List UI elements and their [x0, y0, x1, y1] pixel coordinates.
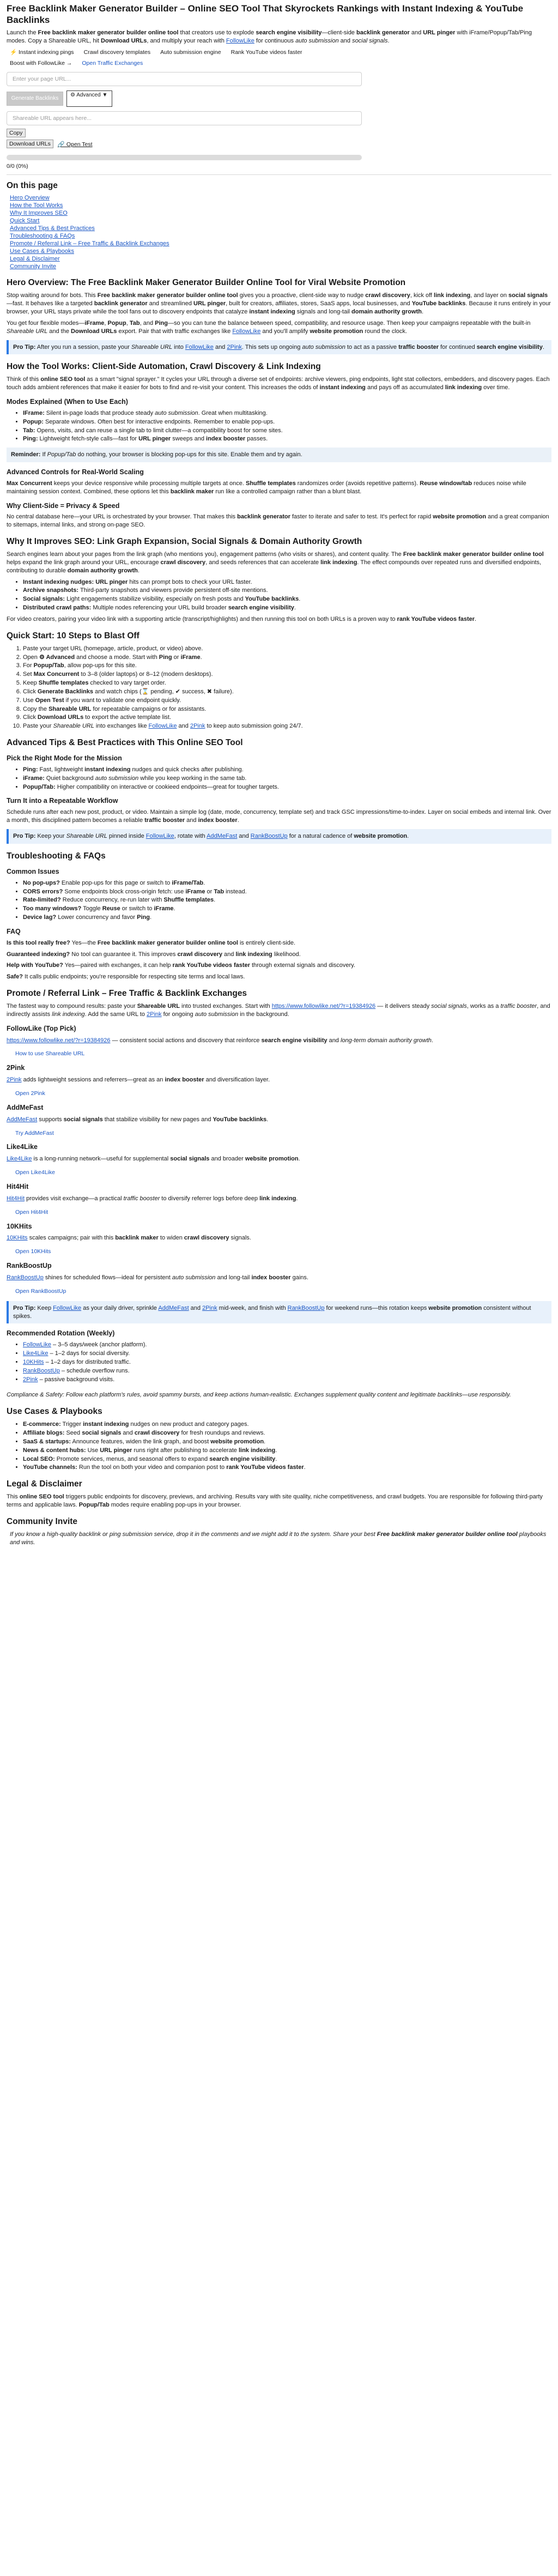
nav-rank-youtube[interactable]: Rank YouTube videos faster	[231, 49, 302, 56]
toc-item	[10, 240, 551, 247]
workflow-heading: Turn It into a Repeatable Workflow	[7, 797, 118, 805]
list-item: • FollowLike – 3–5 days/week (anchor platform).	[23, 1341, 551, 1349]
list-item: • iFrame: Quiet background auto submission while you keep working in the same tab.	[23, 775, 551, 783]
nav-instant-indexing[interactable]: ⚡ Instant indexing pings	[10, 49, 74, 56]
platform-button[interactable]: Open 10KHits	[15, 1248, 51, 1255]
platform-button[interactable]: Open Like4Like	[15, 1169, 55, 1176]
open-test-link[interactable]: 🔗 Open Test	[57, 141, 93, 148]
quickstart-heading: Quick Start: 10 Steps to Blast Off	[7, 631, 140, 640]
toc-link-promote[interactable]: Promote / Referral Link – Free Traffic & Backlink Exchanges	[10, 240, 169, 247]
toc-item	[10, 202, 551, 209]
list-item: 8. Copy the Shareable URL for repeatable campaigns or for assistants.	[23, 705, 551, 713]
list-item: 3. For Popup/Tab, allow pop-ups for this site.	[23, 662, 551, 670]
platform-link[interactable]: https://www.followlike.net/?r=19384926	[7, 1037, 111, 1044]
toc-item	[10, 255, 551, 263]
pick-mode-list	[7, 766, 551, 791]
list-item: 9. Click Download URLs to export the active template list.	[23, 713, 551, 722]
faq-heading: FAQ	[7, 927, 21, 935]
platform-description: https://www.followlike.net/?r=19384926 — consistent social actions and discovery that reinforce search engine visibility and long-term domain authority growth.	[7, 1037, 433, 1044]
pro-tip-box: Pro Tip: Keep FollowLike as your daily driver, sprinkle AddMeFast and 2Pink mid-week, and finish with RankBoostUp for weekend runs—this rotation keeps website promotion consistent without spikes.	[7, 1301, 551, 1324]
intro-text: Launch the Free backlink maker generator builder online tool that creators use to explode search engine visibility—client-side backlink generator and URL pinger with iFrame/Popup/Tab/Ping modes. Copy a Shareable URL, hit Download URLs, and multiply your reach with FollowLike for continuous auto submission and social signals.	[7, 29, 532, 45]
list-item: • 10KHits – 1–2 days for distributed traffic.	[23, 1358, 551, 1366]
list-item: • Tab: Opens, visits, and can reuse a single tab to limit clutter—a compatibility boost for some sites.	[23, 427, 551, 435]
troubleshooting-heading: Troubleshooting & FAQs	[7, 851, 106, 861]
platform-button[interactable]: Try AddMeFast	[15, 1129, 54, 1136]
platform-card-followlike	[7, 1024, 551, 1059]
divider	[7, 174, 551, 175]
rotation-list	[7, 1341, 551, 1383]
faq-item: Help with YouTube? Yes—paired with exchanges, it can help rank YouTube videos faster through external signals and discovery.	[7, 962, 355, 969]
rotation-link[interactable]: FollowLike	[23, 1341, 51, 1349]
modes-heading: Modes Explained (When to Use Each)	[7, 397, 128, 406]
platform-description: 10KHits scales campaigns; pair with this backlink maker to widen crawl discovery signals.	[7, 1235, 251, 1242]
platform-card-2pink	[7, 1063, 551, 1098]
list-item: • Like4Like – 1–2 days for social diversity.	[23, 1350, 551, 1358]
toc-item	[10, 217, 551, 225]
why-list	[7, 578, 551, 612]
common-issues-heading: Common Issues	[7, 867, 59, 875]
list-item: • 2Pink – passive background visits.	[23, 1376, 551, 1384]
toc-link-usecases[interactable]: Use Cases & Playbooks	[10, 248, 74, 255]
list-item: • CORS errors? Some endpoints block cross-origin fetch: use iFrame or Tab instead.	[23, 888, 551, 896]
why-heading: Why It Improves SEO: Link Graph Expansion, Social Signals & Domain Authority Growth	[7, 537, 362, 547]
advanced-toggle[interactable]: ⚙ Advanced ▼	[66, 90, 112, 107]
followlike-link[interactable]: FollowLike	[232, 328, 261, 335]
community-heading: Community Invite	[7, 1516, 78, 1526]
followlike-link[interactable]: FollowLike	[148, 723, 177, 730]
progress-bar	[7, 155, 362, 160]
platform-name: 10KHits	[7, 1222, 32, 1230]
hero-paragraph-1: Stop waiting around for bots. This Free backlink maker generator builder online tool gives you a proactive, client-side way to nudge crawl discovery, kick off link indexing, and layer on social signals—fast. It behaves like a targeted backlink generator and streamlined URL pinger, built for creators, affiliates, stores, SaaS apps, local businesses, and YouTube backlinks. Because it runs entirely in your browser, your URL stays private while the tool fans out to discovery endpoints that catalyze instant indexing signals and long-tail domain authority growth.	[7, 292, 551, 315]
privacy-heading: Why Client-Side = Privacy & Speed	[7, 501, 120, 510]
list-item: 4. Set Max Concurrent to 3–8 (older laptops) or 8–12 (modern desktops).	[23, 670, 551, 679]
progress-label: 0/0 (0%)	[7, 162, 28, 170]
2pink-link[interactable]: 2Pink	[147, 1011, 162, 1018]
list-item: 6. Click Generate Backlinks and watch chips (⌛ pending, ✔ success, ✖ failure).	[23, 688, 551, 696]
promote-paragraph: The fastest way to compound results: paste your Shareable URL into trusted exchanges. Start with https://www.followlike.net/?r=19384926 — it delivers steady social signals, works as a traffic booster, and indirectly assists link indexing. Add the same URL to 2Pink for ongoing auto submission in the background.	[7, 1003, 550, 1018]
list-item: 1. Paste your target URL (homepage, article, product, or video) above.	[23, 645, 551, 653]
2pink-link[interactable]: 2Pink	[227, 343, 242, 350]
list-item: 5. Keep Shuffle templates checked to vary target order.	[23, 679, 551, 687]
platform-link[interactable]: Hit4Hit	[7, 1195, 25, 1202]
followlike-link[interactable]: FollowLike	[53, 1304, 82, 1311]
scaling-heading: Advanced Controls for Real-World Scaling	[7, 468, 144, 476]
toc-item	[10, 263, 551, 270]
rotation-link[interactable]: 10KHits	[23, 1358, 44, 1365]
list-item: • Social signals: Light engagements stabilize visibility, especially on fresh posts and YouTube backlinks.	[23, 595, 551, 603]
followlike-link[interactable]: FollowLike	[226, 38, 254, 45]
faq-item: Is this tool really free? Yes—the Free backlink maker generator builder online tool is entirely client-side.	[7, 939, 296, 946]
platform-name: AddMeFast	[7, 1103, 44, 1111]
addmefast-link[interactable]: AddMeFast	[158, 1304, 189, 1311]
hero-paragraph-2: You get four flexible modes—iFrame, Popup, Tab, and Ping—so you can tune the balance between speed, compatibility, and resource usage. Then keep your campaigns repeatable with the built-in Shareable URL and the Download URLs export. Pair that with traffic exchanges like FollowLike and you'll amplify website promotion round the clock.	[7, 319, 531, 335]
platform-name: Hit4Hit	[7, 1182, 29, 1190]
reminder-box: Reminder: If Popup/Tab do nothing, your browser is blocking pop-ups for this site. Enable them and try again.	[7, 448, 551, 462]
list-item: • No pop-ups? Enable pop-ups for this page or switch to iFrame/Tab.	[23, 879, 551, 887]
list-item: • SaaS & startups: Announce features, widen the link graph, and boost website promotion.	[23, 1438, 551, 1446]
toc-link-hero[interactable]: Hero Overview	[10, 194, 50, 201]
toc-link-why[interactable]: Why It Improves SEO	[10, 209, 68, 216]
addmefast-link[interactable]: AddMeFast	[207, 833, 238, 840]
quickstart-steps	[7, 645, 551, 730]
rotation-link[interactable]: Like4Like	[23, 1350, 48, 1357]
list-item: • Rate-limited? Reduce concurrency, re-run later with Shuffle templates.	[23, 896, 551, 904]
toc-link-community[interactable]: Community Invite	[10, 263, 56, 270]
usecases-list	[7, 1420, 551, 1472]
nav-crawl-discovery[interactable]: Crawl discovery templates	[83, 49, 151, 56]
2pink-link[interactable]: 2Pink	[202, 1304, 217, 1311]
toc-item	[10, 232, 551, 240]
platform-card-like4like	[7, 1142, 551, 1177]
list-item: • Ping: Lightweight fetch-style calls—fast for URL pinger sweeps and index booster passes.	[23, 435, 551, 443]
platform-description: AddMeFast supports social signals that stabilize visibility for new pages and YouTube backlinks.	[7, 1116, 269, 1123]
boost-followlike-button[interactable]: Boost with FollowLike →	[10, 60, 72, 67]
advanced-heading: Advanced Tips & Best Practices with This Online SEO Tool	[7, 738, 243, 748]
2pink-link[interactable]: 2Pink	[190, 723, 205, 730]
list-item: • News & content hubs: Use URL pinger runs right after publishing to accelerate link indexing.	[23, 1447, 551, 1455]
list-item: • Popup: Separate windows. Often best for interactive endpoints. Remember to enable pop-ups.	[23, 418, 551, 426]
why-paragraph-1: Search engines learn about your pages from the link graph (who mentions you), engagement patterns (who visits or shares), and content quality. The Free backlink maker generator builder online tool helps expand the link graph around your URL, encourage crawl discovery, and seeds references that can accelerate link indexing. The effect compounds over repeated runs and diversified endpoints, contributing to durable domain authority growth.	[7, 551, 544, 574]
list-item: • E-commerce: Trigger instant indexing nudges on new product and category pages.	[23, 1420, 551, 1429]
hero-heading: Hero Overview: The Free Backlink Maker Generator Builder Online Tool for Viral Website Promotion	[7, 278, 406, 288]
platform-description: RankBoostUp shines for scheduled flows—ideal for persistent auto submission and long-tail index booster gains.	[7, 1274, 308, 1281]
pro-tip-box: Pro Tip: After you run a session, paste your Shareable URL into FollowLike and 2Pink. This sets up ongoing auto submission to act as a passive traffic booster for continued search engine visibility.	[7, 340, 551, 355]
platform-link[interactable]: AddMeFast	[7, 1116, 38, 1123]
toc-link-advanced[interactable]: Advanced Tips & Best Practices	[10, 225, 95, 232]
platform-link[interactable]: Like4Like	[7, 1156, 32, 1163]
toc-link-quick[interactable]: Quick Start	[10, 217, 40, 224]
list-item: 7. Use Open Test if you want to validate one endpoint quickly.	[23, 697, 551, 705]
download-urls-button[interactable]: Download URLs	[7, 140, 53, 148]
platform-description: Hit4Hit provides visit exchange—a practical traffic booster to diversify referrer logs before deep link indexing.	[7, 1195, 298, 1202]
usecases-heading: Use Cases & Playbooks	[7, 1407, 102, 1417]
toc-item	[10, 209, 551, 217]
why-paragraph-2: For video creators, pairing your video link with a supporting article (transcript/highlights) and then running this tool on both URLs is a proven way to rank YouTube videos faster.	[7, 615, 477, 622]
rankboostup-link[interactable]: RankBoostUp	[250, 833, 288, 840]
generate-backlinks-button[interactable]: Generate Backlinks	[7, 92, 63, 106]
copy-row	[7, 129, 551, 140]
faq-item: Guaranteed indexing? No tool can guarantee it. This improves crawl discovery and link indexing likelihood.	[7, 951, 301, 958]
open-traffic-exchanges-button[interactable]: Open Traffic Exchanges	[82, 60, 143, 67]
toc-item	[10, 194, 551, 202]
shareable-url-field[interactable]	[7, 111, 362, 125]
platform-link[interactable]: 2Pink	[7, 1077, 22, 1084]
url-input[interactable]	[7, 72, 362, 86]
followlike-link[interactable]: FollowLike	[185, 343, 214, 350]
workflow-paragraph: Schedule runs after each new post, product, or video. Maintain a simple log (date, mode, concurrency, template set) and track GSC impressions/time-to-index. Layer on social embeds and internal link. Over a month, this disciplined pattern becomes a reliable traffic booster and index booster.	[7, 809, 551, 824]
scaling-paragraph: Max Concurrent keeps your device responsive while processing multiple targets at once. Shuffle templates randomizes order (avoids repetitive patterns). Reuse window/tab reduces noise while maintaining session context. Combined, these options let this backlink maker run like a controlled campaign rather than a blunt blast.	[7, 480, 526, 495]
list-item: • Device lag? Lower concurrency and favor Ping.	[23, 914, 551, 922]
platform-button[interactable]: Open Hit4Hit	[15, 1208, 48, 1216]
how-heading: How the Tool Works: Client-Side Automation, Crawl Discovery & Link Indexing	[7, 362, 321, 372]
toc-link-legal[interactable]: Legal & Disclaimer	[10, 256, 60, 263]
copy-button[interactable]: Copy	[7, 129, 26, 137]
rotation-link[interactable]: 2Pink	[23, 1376, 38, 1383]
boost-row	[10, 59, 551, 67]
platform-description: 2Pink adds lightweight sessions and referrers—great as an index booster and diversification layer.	[7, 1077, 270, 1084]
platform-button[interactable]: Open 2Pink	[15, 1090, 45, 1097]
toc-list	[7, 194, 551, 271]
legal-paragraph: This online SEO tool triggers public endpoints for discovery, previews, and archiving. Results vary with site quality, niche competitiveness, and crawl budgets. You are responsible for following third-party terms and applicable laws. Popup/Tab modes require enabling pop-ups in your browser.	[7, 1493, 543, 1508]
platform-button[interactable]: How to use Shareable URL	[15, 1050, 85, 1057]
pick-mode-heading: Pick the Right Mode for the Mission	[7, 754, 122, 763]
nav-auto-submission[interactable]: Auto submission engine	[160, 49, 221, 56]
generate-row	[7, 90, 551, 107]
platform-name: 2Pink	[7, 1064, 25, 1072]
list-item: 10. Paste your Shareable URL into exchanges like FollowLike and 2Pink to keep auto submission going 24/7.	[23, 722, 551, 730]
modes-list	[7, 409, 551, 443]
legal-heading: Legal & Disclaimer	[7, 1479, 82, 1489]
list-item: • Archive snapshots: Third-party snapshots and viewers provide persistent off-site mentions.	[23, 586, 551, 595]
platform-link[interactable]: RankBoostUp	[7, 1274, 44, 1281]
platform-button[interactable]: Open RankBoostUp	[15, 1287, 66, 1295]
page-title: Free Backlink Maker Generator Builder – Online SEO Tool That Skyrockets Rankings with Instant Indexing & YouTube Backlinks	[7, 3, 524, 25]
platform-card-10khits	[7, 1222, 551, 1256]
rotation-heading: Recommended Rotation (Weekly)	[7, 1329, 115, 1338]
toc-link-how[interactable]: How the Tool Works	[10, 202, 63, 209]
list-item: • Distributed crawl paths: Multiple nodes referencing your URL build broader search engine visibility.	[23, 604, 551, 612]
toc-item	[10, 247, 551, 255]
list-item: • Popup/Tab: Higher compatibility on interactive or cookieed endpoints—great for tougher targets.	[23, 783, 551, 791]
list-item: • YouTube channels: Run the tool on both your video and companion post to rank YouTube videos faster.	[23, 1464, 551, 1472]
promote-heading: Promote / Referral Link – Free Traffic & Backlink Exchanges	[7, 989, 247, 999]
toc-item	[10, 225, 551, 232]
issues-list	[7, 879, 551, 922]
list-item: • Ping: Fast, lightweight instant indexing nudges and quick checks after publishing.	[23, 766, 551, 774]
platform-card-rankboostup	[7, 1261, 551, 1296]
platform-card-hit4hit	[7, 1182, 551, 1217]
list-item: • Local SEO: Promote services, menus, and seasonal offers to expand search engine visibility.	[23, 1455, 551, 1464]
list-item: • Too many windows? Toggle Reuse or switch to iFrame.	[23, 905, 551, 913]
rotation-link[interactable]: RankBoostUp	[23, 1367, 60, 1374]
list-item: • RankBoostUp – schedule overflow runs.	[23, 1367, 551, 1375]
rankboostup-link[interactable]: RankBoostUp	[287, 1304, 325, 1311]
platform-name: FollowLike (Top Pick)	[7, 1024, 76, 1032]
platform-name: RankBoostUp	[7, 1262, 52, 1270]
platform-link[interactable]: 10KHits	[7, 1235, 28, 1242]
list-item: 2. Open ⚙ Advanced and choose a mode. Start with Ping or iFrame.	[23, 654, 551, 662]
platform-name: Like4Like	[7, 1143, 38, 1151]
download-row	[7, 140, 551, 150]
faq-item: Safe? It calls public endpoints; you're responsible for respecting site terms and local laws.	[7, 973, 245, 981]
pro-tip-box: Pro Tip: Keep your Shareable URL pinned inside FollowLike, rotate with AddMeFast and RankBoostUp for a natural cadence of website promotion.	[7, 829, 551, 844]
list-item: • IFrame: Silent in-page loads that produce steady auto submission. Great when multitasking.	[23, 409, 551, 418]
community-paragraph: If you know a high-quality backlink or ping submission service, drop it in the comments and we might add it to the system. Share your best Free backlink maker generator builder online tool playbooks and wins.	[10, 1531, 547, 1546]
list-item: • Affiliate blogs: Seed social signals and crawl discovery for fresh roundups and reviews.	[23, 1429, 551, 1437]
followlike-link[interactable]: FollowLike	[145, 833, 174, 840]
privacy-paragraph: No central database here—your URL is orchestrated by your browser. That makes this backlink generator faster to iterate and safer to test. It's perfect for rapid website promotion and a great companion to sitemaps, internal links, and strong on-page SEO.	[7, 513, 549, 529]
feature-nav	[10, 49, 551, 56]
platform-card-addmefast	[7, 1103, 551, 1138]
compliance-note: Compliance & Safety: Follow each platform's rules, avoid spammy bursts, and keep actions human-realistic. Exchanges supplement quality content and legitimate backlinks—use responsibly.	[7, 1392, 511, 1399]
list-item: • Instant indexing nudges: URL pinger hits can prompt bots to check your URL faster.	[23, 578, 551, 586]
toc-link-troubleshooting[interactable]: Troubleshooting & FAQs	[10, 232, 75, 239]
followlike-referral-link[interactable]: https://www.followlike.net/?r=19384926	[271, 1003, 376, 1010]
platform-description: Like4Like is a long-running network—useful for supplemental social signals and broader website promotion.	[7, 1156, 300, 1163]
toc-title: On this page	[7, 180, 58, 190]
how-paragraph: Think of this online SEO tool as a smart "signal sprayer." It cycles your URL through a diverse set of endpoints: archive viewers, ping endpoints, light stat collectors, embedders, and discovery pages. Each touch adds ambient references that make it easier for bots to find and re-visit your content. This increases the odds of instant indexing and pays off as accumulated link indexing over time.	[7, 376, 550, 391]
